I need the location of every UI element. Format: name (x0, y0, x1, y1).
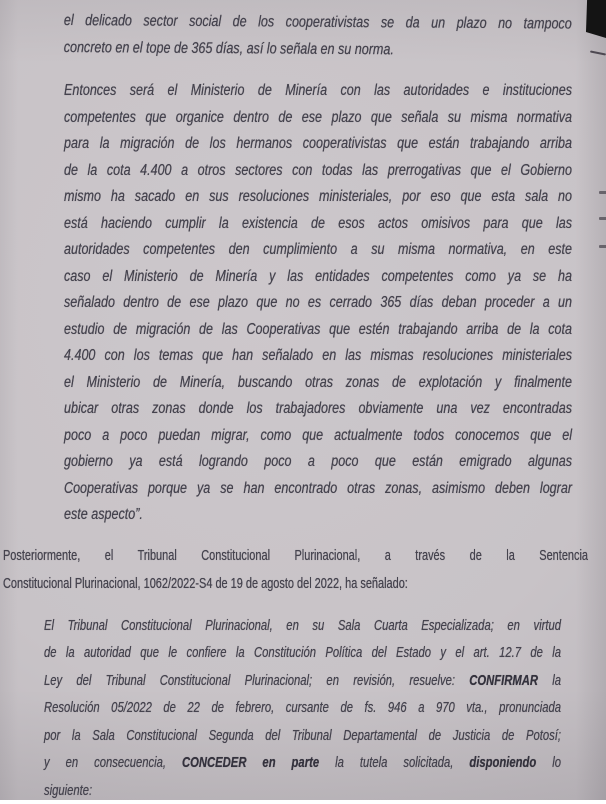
page-edge-mark (599, 245, 606, 248)
text-line: señalado dentro de ese plazo que no es cerrado 365 días deban proceder a un (64, 290, 572, 317)
text-line: el delicado sector social de los cooperativistas se da un plazo no tampoco (64, 8, 572, 38)
text-line: competentes que organice dentro de ese plazo que señala su misma normativa (64, 105, 572, 132)
text-line: poco a poco puedan migrar, como que actualmente todos conocemos que el (64, 423, 572, 450)
text-line: estudio de migración de las Cooperativas que estén trabajando arriba de la cota (64, 317, 572, 344)
text-line: Entonces será el Ministerio de Minería con las autoridades e instituciones (64, 78, 572, 105)
text-line: Constitucional Plurinacional, 1062/2022-S4 de 19 de agosto del 2022, ha señalado: (3, 570, 588, 598)
text-line: siguiente: (44, 777, 561, 804)
text-line: Ley del Tribunal Constitucional Plurinacional; en revisión, resuelve: CONFIRMAR la (44, 667, 561, 695)
text-line: por la Sala Constitucional Segunda del Tribunal Departamental de Justicia de Potosí; (44, 722, 561, 750)
text-line: de la autoridad que le confiere la Constitución Política del Estado y el art. 12.7 de la (44, 639, 561, 667)
text-line: El Tribunal Constitucional Plurinacional, en su Sala Cuarta Especializada; en virtud (44, 612, 561, 640)
text-line: concreto en el tope de 365 días, así lo señala en su norma. (64, 34, 572, 64)
text-line: el Ministerio de Minería, buscando otras zonas de explotación y finalmente (64, 370, 572, 397)
text-line: ubicar otras zonas donde los trabajadores obviamente una vez encontradas (64, 396, 572, 423)
text-line: gobierno ya está logrando poco a poco que están emigrado algunas (64, 449, 572, 476)
text-line: este aspecto”. (64, 502, 572, 529)
text-line: mismo ha sacado en sus resoluciones ministeriales, por eso que esta sala no (64, 184, 572, 211)
quoted-sentencia-resolution (44, 612, 561, 804)
text-line: de la cota 4.400 a otros sectores con todas las prerrogativas que el Gobierno (64, 158, 572, 185)
text-line: está haciendo cumplir la existencia de esos actos omisivos para que las (64, 211, 572, 238)
page-edge-mark (599, 217, 606, 220)
text-line: para la migración de los hermanos cooperativistas que están trabajando arriba (64, 131, 572, 158)
text-line: Posteriormente, el Tribunal Constitucional Plurinacional, a través de la Sentencia (3, 542, 588, 570)
body-paragraph-sentencia-intro (3, 542, 588, 598)
text-line: Cooperativas porque ya se han encontrado otras zonas, asimismo deben lograr (64, 476, 572, 503)
text-line: caso el Ministerio de Minería y las entidades competentes como ya se ha (64, 264, 572, 291)
text-line: autoridades competentes den cumplimiento a su misma normativa, en este (64, 237, 572, 264)
quoted-ruling-excerpt-part-2 (64, 78, 572, 529)
page-edge-mark (599, 191, 606, 194)
text-line: 4.400 con los temas que han señalado en las mismas resoluciones ministeriales (64, 343, 572, 370)
text-line: Resolución 05/2022 de 22 de febrero, cursante de fs. 946 a 970 vta., pronunciada (44, 694, 561, 722)
quoted-ruling-excerpt-part-1 (64, 8, 572, 65)
text-line: y en consecuencia, CONCEDER en parte la tutela solicitada, disponiendo lo (44, 749, 561, 777)
